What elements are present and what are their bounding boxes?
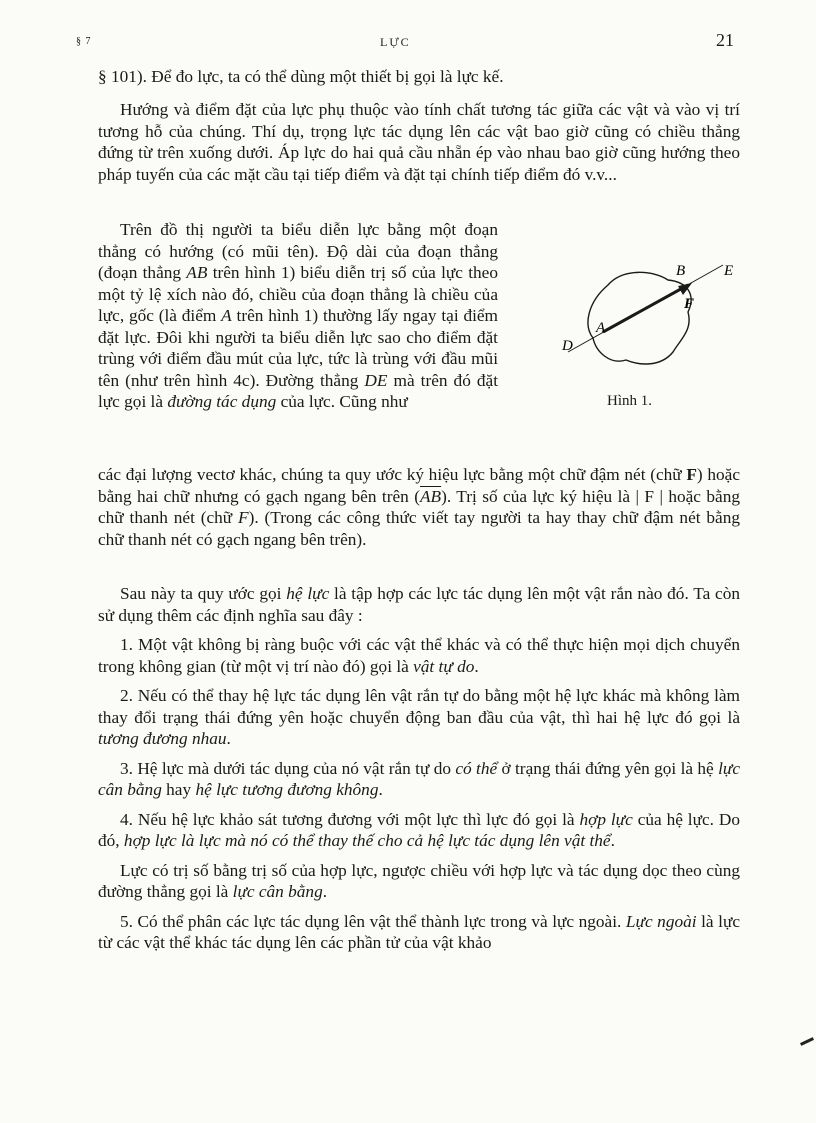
italic-term: có thể xyxy=(455,758,498,778)
paragraph-text: Hướng và điểm đặt của lực phụ thuộc vào tính chất tương tác giữa các vật và vào vị trí tương hỗ của chúng. Thí dụ, trọng lực tác dụng lên các vật bao giờ cũng có chiều thẳng đứng từ trên xuống dưới. Áp lực do hai quả cầu nhẵn ép vào nhau bao giờ cũng hướng theo pháp tuyến của các mặt cầu tại tiếp điểm và đặt tại chính tiếp điểm đó v.v... xyxy=(98,100,740,184)
italic-term: lực cân bằng xyxy=(98,758,740,799)
text-run: . xyxy=(322,882,328,901)
italic-term: vật tự do xyxy=(413,656,475,676)
text-run: mà trên đó đặt lực gọi là xyxy=(98,370,498,411)
math-symbol: A xyxy=(221,306,232,325)
text-run: Trên đồ thị người ta biểu diễn lực bằng một đoạn thẳng có hướng (có mũi tên). Độ dài của đoạn thẳng (đoạn thẳng xyxy=(98,220,498,282)
label-E: E xyxy=(724,263,734,279)
italic-term: hợp lực xyxy=(579,809,633,829)
italic-term: lực cân bằng xyxy=(232,882,323,901)
paragraph-text xyxy=(98,464,740,550)
text-run: ). (Trong các công thức viết tay người ta hay thay chữ đậm nét bằng chữ thanh nét có gạch ngang bên trên). xyxy=(98,508,740,549)
label-F: F xyxy=(684,296,695,312)
body-outline xyxy=(588,272,691,364)
definition-item-5 xyxy=(98,911,740,954)
text-run: trên hình 1) biểu diễn trị số của lực theo một tỷ lệ xích nào đó, chiều của đoạn thẳng là chiều của lực, gốc (là điểm xyxy=(98,263,498,325)
text-run: hay xyxy=(161,780,196,799)
text-run: các đại lượng vectơ khác, chúng ta quy ước ký hiệu lực bằng một chữ đậm nét (chữ xyxy=(98,465,687,484)
definition-item-3 xyxy=(98,758,740,801)
paragraph-graph-representation xyxy=(98,219,498,413)
definitions-section xyxy=(98,583,740,954)
label-D: D xyxy=(562,338,573,354)
paragraph-direction xyxy=(98,99,740,185)
text-run: ở trạng thái đứng yên gọi là hệ xyxy=(497,758,719,778)
paragraph-intro xyxy=(98,66,740,88)
text-run: . xyxy=(610,831,615,850)
italic-symbol: F xyxy=(238,508,249,527)
paragraph-force-system xyxy=(98,583,740,626)
italic-term: hợp lực là lực mà nó có thể thay thế cho cả hệ lực tác dụng lên vật thể xyxy=(123,831,611,850)
definition-item-2 xyxy=(98,685,740,750)
italic-term: đường tác dụng xyxy=(167,392,277,411)
bold-symbol: F xyxy=(686,465,697,484)
text-run: 5. Có thể phân các lực tác dụng lên vật thể thành lực trong và lực ngoài. xyxy=(120,911,626,931)
text-run: . xyxy=(378,780,383,799)
paragraph-text: § 101). Để đo lực, ta có thể dùng một thiết bị gọi là lực kế. xyxy=(98,67,504,86)
italic-term: tương đương nhau xyxy=(98,729,227,748)
text-run: của hệ lực. Do đó, xyxy=(98,809,740,850)
running-title: LỰC xyxy=(380,35,411,49)
page-number: 21 xyxy=(716,30,734,50)
text-run: của lực. Cũng như xyxy=(276,392,408,411)
text-run: ). Trị số của lực ký hiệu là | F | hoặc bằng chữ thanh nét (chữ xyxy=(98,486,741,527)
label-B: B xyxy=(676,263,686,279)
text-run: Lực có trị số bằng trị số của hợp lực, ngược chiều với hợp lực và tác dụng dọc theo cùng đường thẳng gọi là xyxy=(98,860,740,901)
page-header xyxy=(0,32,816,56)
text-run: Sau này ta quy ước gọi xyxy=(120,584,287,603)
text-run: 3. Hệ lực mà dưới tác dụng của nó vật rắn tự do xyxy=(120,758,456,778)
text-run: . xyxy=(226,729,231,748)
italic-term: Lực ngoài xyxy=(625,911,697,931)
figure-caption: Hình 1. xyxy=(607,393,652,409)
text-run: trên hình 1) thường lấy ngay tại điểm đặt lực. Đôi khi người ta biểu diễn lực sao cho điểm đặt trùng với điểm đầu mút của lực, tức là trùng với đầu mũi tên (như trên hình 4c). Đường thẳng xyxy=(98,306,498,390)
text-run: 4. Nếu hệ lực khảo sát tương đương với một lực thì lực đó gọi là xyxy=(120,809,580,829)
definition-item-1 xyxy=(98,634,740,677)
italic-term: hệ lực tương đương không xyxy=(195,780,379,799)
text-run: 2. Nếu có thể thay hệ lực tác dụng lên vật rắn tự do bằng một hệ lực khác mà không làm thay đổi trạng thái đứng yên hoặc chuyển động ban đầu của vật, thì hai hệ lực đó gọi là xyxy=(98,686,740,727)
overlined-symbol: $\overline{AB}$ xyxy=(419,486,442,506)
text-run: . xyxy=(474,656,479,676)
text-run: là lực từ các vật thể khác tác dụng lên các phần tử của vật khảo xyxy=(98,911,740,952)
margin-mark xyxy=(800,1037,814,1046)
force-vector xyxy=(603,285,688,332)
italic-term: hệ lực xyxy=(286,584,330,603)
label-A: A xyxy=(596,320,606,336)
section-marker: § 7 xyxy=(76,36,92,47)
paragraph-balancing-force xyxy=(98,860,740,903)
definition-item-4 xyxy=(98,809,740,852)
paragraph-notation xyxy=(98,464,740,550)
paragraph-text xyxy=(98,219,498,413)
math-symbol: DE xyxy=(364,370,388,390)
text-run: ) hoặc bằng hai chữ nhưng có gạch ngang bên trên ( xyxy=(98,465,741,506)
math-symbol: AB xyxy=(186,263,208,282)
text-run: 1. Một vật không bị ràng buộc với các vật thể khác và có thể thực hiện mọi dịch chuyển trong không gian (từ một vị trí nào đó) gọi là xyxy=(98,635,740,676)
text-run: là tập hợp các lực tác dụng lên một vật rắn nào đó. Ta còn sử dụng thêm các định nghĩa sau đây : xyxy=(98,584,740,625)
